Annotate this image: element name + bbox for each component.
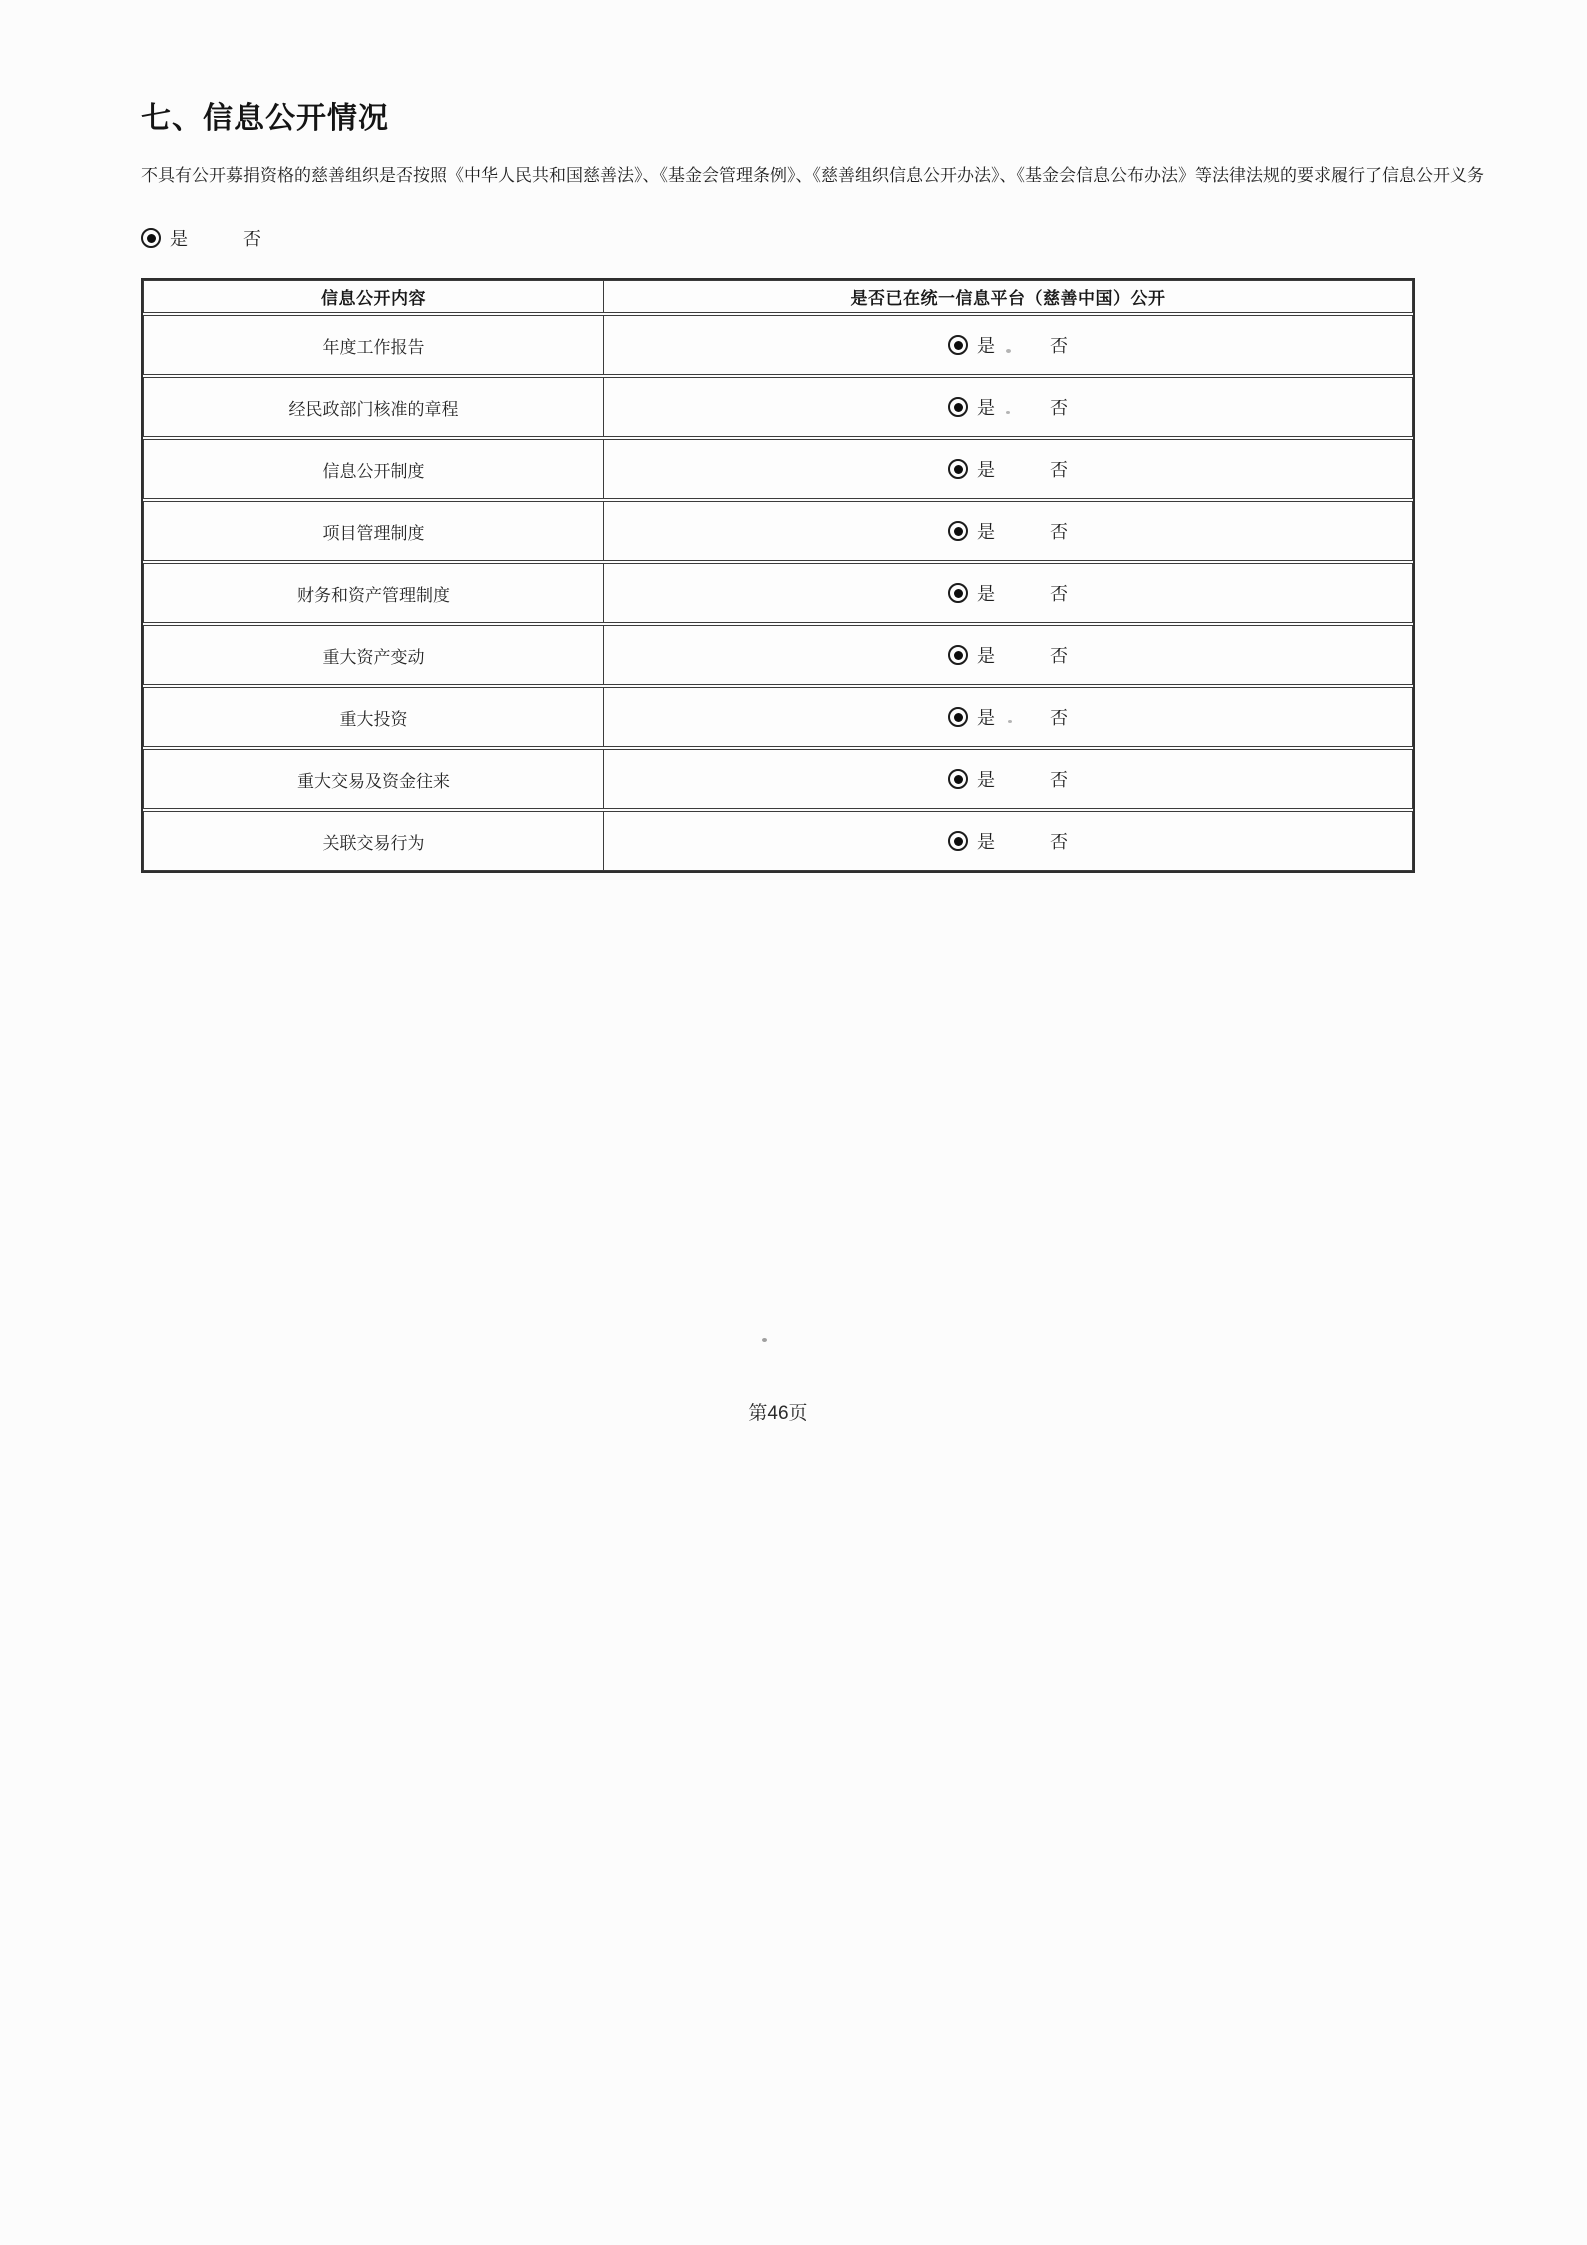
row-radio-group <box>604 440 1412 498</box>
row-label: 关联交易行为 <box>322 833 425 853</box>
row-yes-label[interactable]: 是 <box>977 336 995 356</box>
table-row <box>143 439 1413 499</box>
table-row <box>143 625 1413 685</box>
question-no-label[interactable]: 否 <box>243 229 261 249</box>
table-header-cell-content <box>144 281 604 312</box>
row-yes-label[interactable]: 是 <box>977 460 995 480</box>
disclosure-table <box>141 278 1415 873</box>
scan-speck <box>762 1338 767 1342</box>
row-yes-label[interactable]: 是 <box>977 398 995 418</box>
radio-selected-icon[interactable] <box>948 831 968 851</box>
row-radio-group <box>604 626 1412 684</box>
question-yes-label[interactable]: 是 <box>170 229 188 249</box>
row-radio-group <box>604 378 1412 436</box>
scan-speck <box>1006 349 1011 353</box>
table-row <box>143 501 1413 561</box>
row-radio-group <box>604 564 1412 622</box>
row-yes-label[interactable]: 是 <box>977 584 995 604</box>
row-no-label[interactable]: 否 <box>1050 398 1068 418</box>
header-platform-label: 是否已在统一信息平台（慈善中国）公开 <box>850 289 1166 308</box>
row-content-cell <box>144 688 604 746</box>
intro-paragraph: 不具有公开募捐资格的慈善组织是否按照《中华人民共和国慈善法》、《基金会管理条例》、《慈善组织信息公开办法》、《基金会信息公布办法》等法律法规的要求履行了信息公开义务 <box>141 166 1484 185</box>
row-radio-group <box>604 812 1412 870</box>
table-row <box>143 687 1413 747</box>
table-row <box>143 811 1413 871</box>
row-label: 重大资产变动 <box>322 647 425 667</box>
row-radio-group <box>604 750 1412 808</box>
table-header-row <box>143 280 1413 313</box>
row-radio-group <box>604 502 1412 560</box>
radio-selected-icon[interactable] <box>948 583 968 603</box>
row-content-cell <box>144 626 604 684</box>
scan-speck <box>1006 411 1010 414</box>
row-yes-label[interactable]: 是 <box>977 832 995 852</box>
row-label: 重大交易及资金往来 <box>297 771 450 791</box>
row-no-label[interactable]: 否 <box>1050 460 1068 480</box>
table-row <box>143 563 1413 623</box>
row-label: 信息公开制度 <box>322 461 425 481</box>
radio-selected-icon[interactable] <box>948 397 968 417</box>
row-content-cell <box>144 378 604 436</box>
radio-selected-icon[interactable] <box>948 335 968 355</box>
table-header-cell-platform <box>604 281 1412 312</box>
row-label: 重大投资 <box>339 709 408 729</box>
row-no-label[interactable]: 否 <box>1050 770 1068 790</box>
radio-selected-icon[interactable] <box>948 707 968 727</box>
row-label: 项目管理制度 <box>322 523 425 543</box>
table-row <box>143 315 1413 375</box>
row-label: 年度工作报告 <box>322 337 425 357</box>
row-no-label[interactable]: 否 <box>1050 522 1068 542</box>
row-content-cell <box>144 440 604 498</box>
row-no-label[interactable]: 否 <box>1050 336 1068 356</box>
radio-selected-icon[interactable] <box>948 645 968 665</box>
row-no-label[interactable]: 否 <box>1050 832 1068 852</box>
row-label: 经民政部门核准的章程 <box>288 399 459 419</box>
row-radio-group <box>604 316 1412 374</box>
radio-selected-icon[interactable] <box>948 459 968 479</box>
row-label: 财务和资产管理制度 <box>297 585 450 605</box>
row-no-label[interactable]: 否 <box>1050 584 1068 604</box>
row-no-label[interactable]: 否 <box>1050 708 1068 728</box>
scan-speck <box>1008 720 1012 723</box>
row-yes-label[interactable]: 是 <box>977 770 995 790</box>
row-content-cell <box>144 750 604 808</box>
section-title: 七、信息公开情况 <box>141 102 389 135</box>
radio-selected-icon[interactable] <box>141 228 161 248</box>
row-content-cell <box>144 812 604 870</box>
row-yes-label[interactable]: 是 <box>977 646 995 666</box>
row-radio-group <box>604 688 1412 746</box>
header-content-label: 信息公开内容 <box>321 289 426 308</box>
row-content-cell <box>144 502 604 560</box>
row-no-label[interactable]: 否 <box>1050 646 1068 666</box>
radio-selected-icon[interactable] <box>948 769 968 789</box>
row-yes-label[interactable]: 是 <box>977 522 995 542</box>
row-content-cell <box>144 316 604 374</box>
row-content-cell <box>144 564 604 622</box>
table-row <box>143 377 1413 437</box>
page-number: 第46页 <box>748 1403 808 1424</box>
disclosure-question-radio-group <box>141 226 261 250</box>
table-row <box>143 749 1413 809</box>
row-yes-label[interactable]: 是 <box>977 708 995 728</box>
radio-selected-icon[interactable] <box>948 521 968 541</box>
